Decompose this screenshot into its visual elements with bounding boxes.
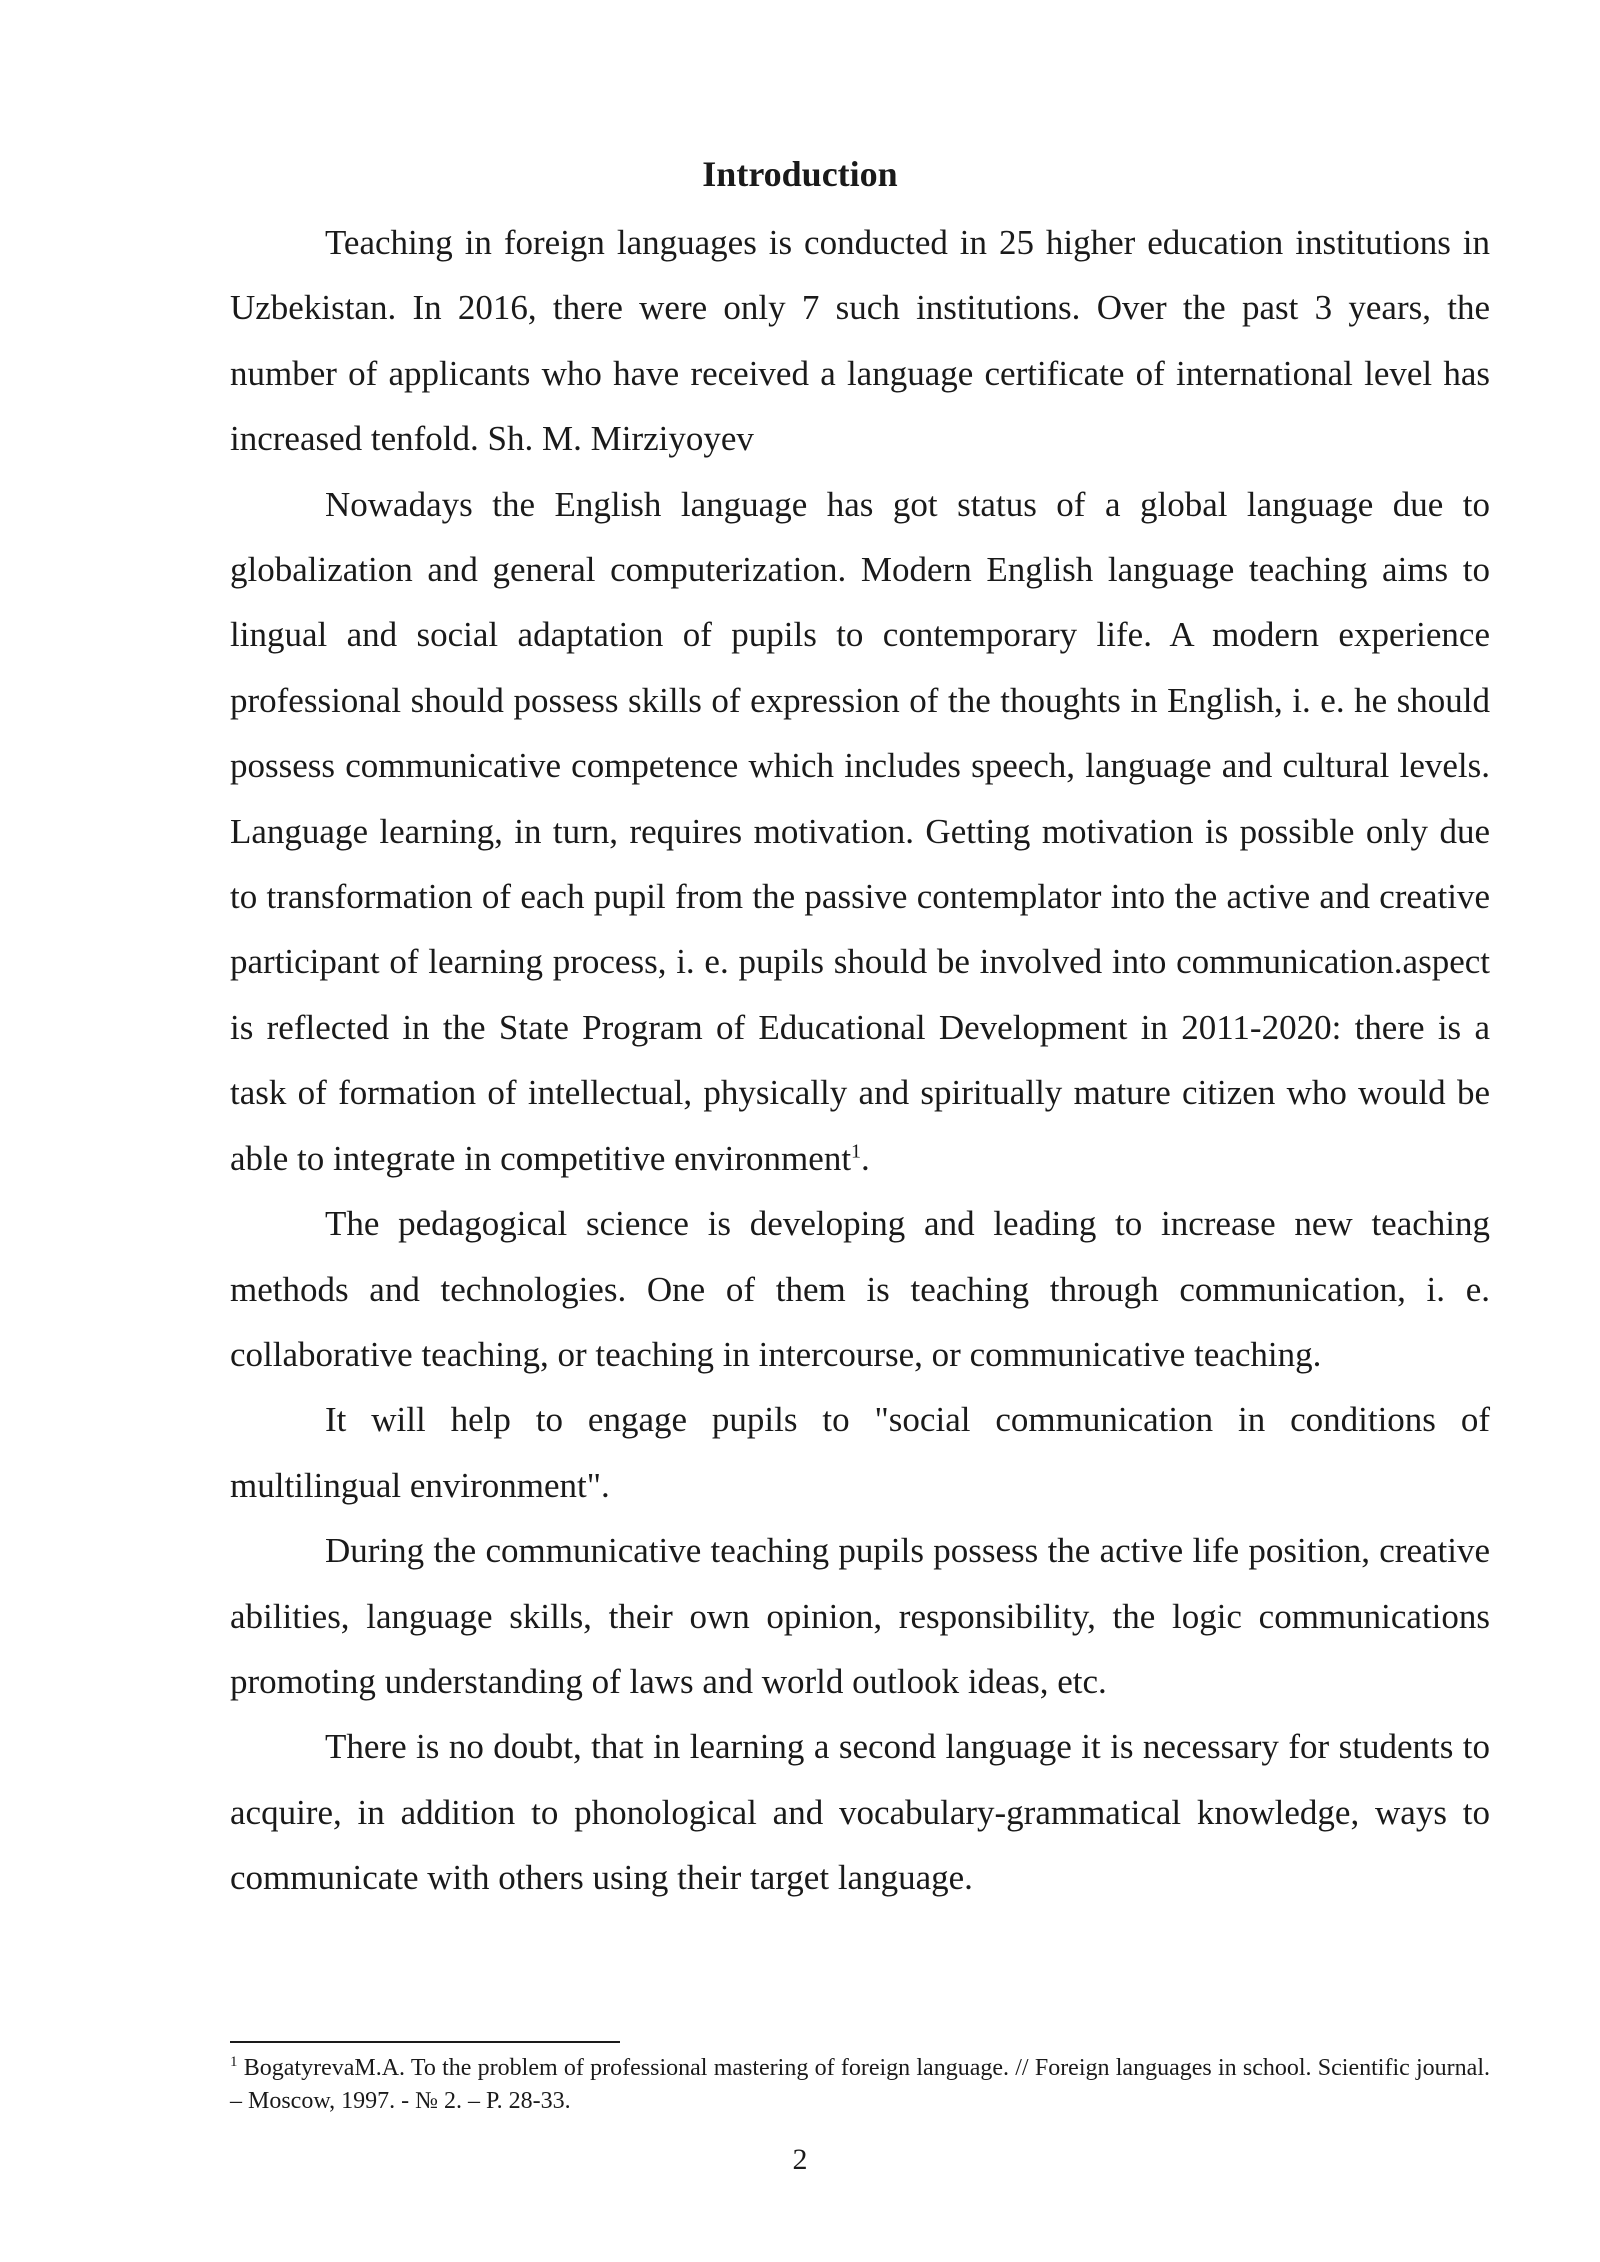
page-number: 2	[792, 2143, 808, 2176]
footnote	[230, 2052, 1490, 2118]
paragraph-text: There is no doubt, that in learning a second language it is necessary for students to acquire, in addition to phonological and vocabulary-grammatical knowledge, ways to communicate with others using their target language.	[230, 1727, 1490, 1898]
paragraph-text: During the communicative teaching pupils possess the active life position, creative abilities, language skills, their own opinion, responsibility, the logic communications promoting understanding of laws and world outlook ideas, etc.	[230, 1531, 1490, 1701]
footnote-marker: 1	[230, 2054, 238, 2070]
paragraph-tail: .	[861, 1138, 870, 1178]
paragraph-text: It will help to engage pupils to "social communication in conditions of multilingual environment".	[230, 1400, 1490, 1505]
paragraph	[230, 472, 1490, 1191]
footnote-reference[interactable]: 1	[851, 1140, 862, 1163]
footnote-text: BogatyrevaM.A. To the problem of professional mastering of foreign language. // Foreign languages in school. Scientific journal. – Moscow, 1997. - № 2. – P. 28-33.	[230, 2055, 1490, 2114]
paragraph-text: Teaching in foreign languages is conducted in 25 higher education institutions in Uzbekistan. In 2016, there were only 7 such institutions. Over the past 3 years, the number of applicants who have received a language certificate of international level has increased tenfold. Sh. M. Mirziyoyev	[230, 223, 1490, 459]
paragraph	[230, 210, 1490, 472]
paragraph	[230, 1714, 1490, 1910]
paragraph	[230, 1518, 1490, 1714]
page-title: Introduction	[702, 154, 898, 194]
paragraph	[230, 1387, 1490, 1518]
paragraph	[230, 1191, 1490, 1387]
paragraph-text: Nowadays the English language has got status of a global language due to globalization and general computerization. Modern English language teaching aims to lingual and social adaptation of pupils to contemporary life. A modern experience professional should possess skills of expression of the thoughts in English, i. e. he should possess communicative competence which includes speech, language and cultural levels. Language learning, in turn, requires motivation. Getting motivation is possible only due to transformation of each pupil from the passive contemplator into the active and creative participant of learning process, i. e. pupils should be involved into communication.aspect is reflected in the State Program of Educational Development in 2011-2020: there is a task of formation of intellectual, physically and spiritually mature citizen who would be able to integrate in competitive environment	[230, 484, 1490, 1178]
paragraph-text: The pedagogical science is developing and leading to increase new teaching methods and technologies. One of them is teaching through communication, i. e. collaborative teaching, or teaching in intercourse, or communicative teaching.	[230, 1204, 1490, 1374]
footnote-separator	[230, 2041, 620, 2043]
body-text	[230, 210, 1490, 1911]
